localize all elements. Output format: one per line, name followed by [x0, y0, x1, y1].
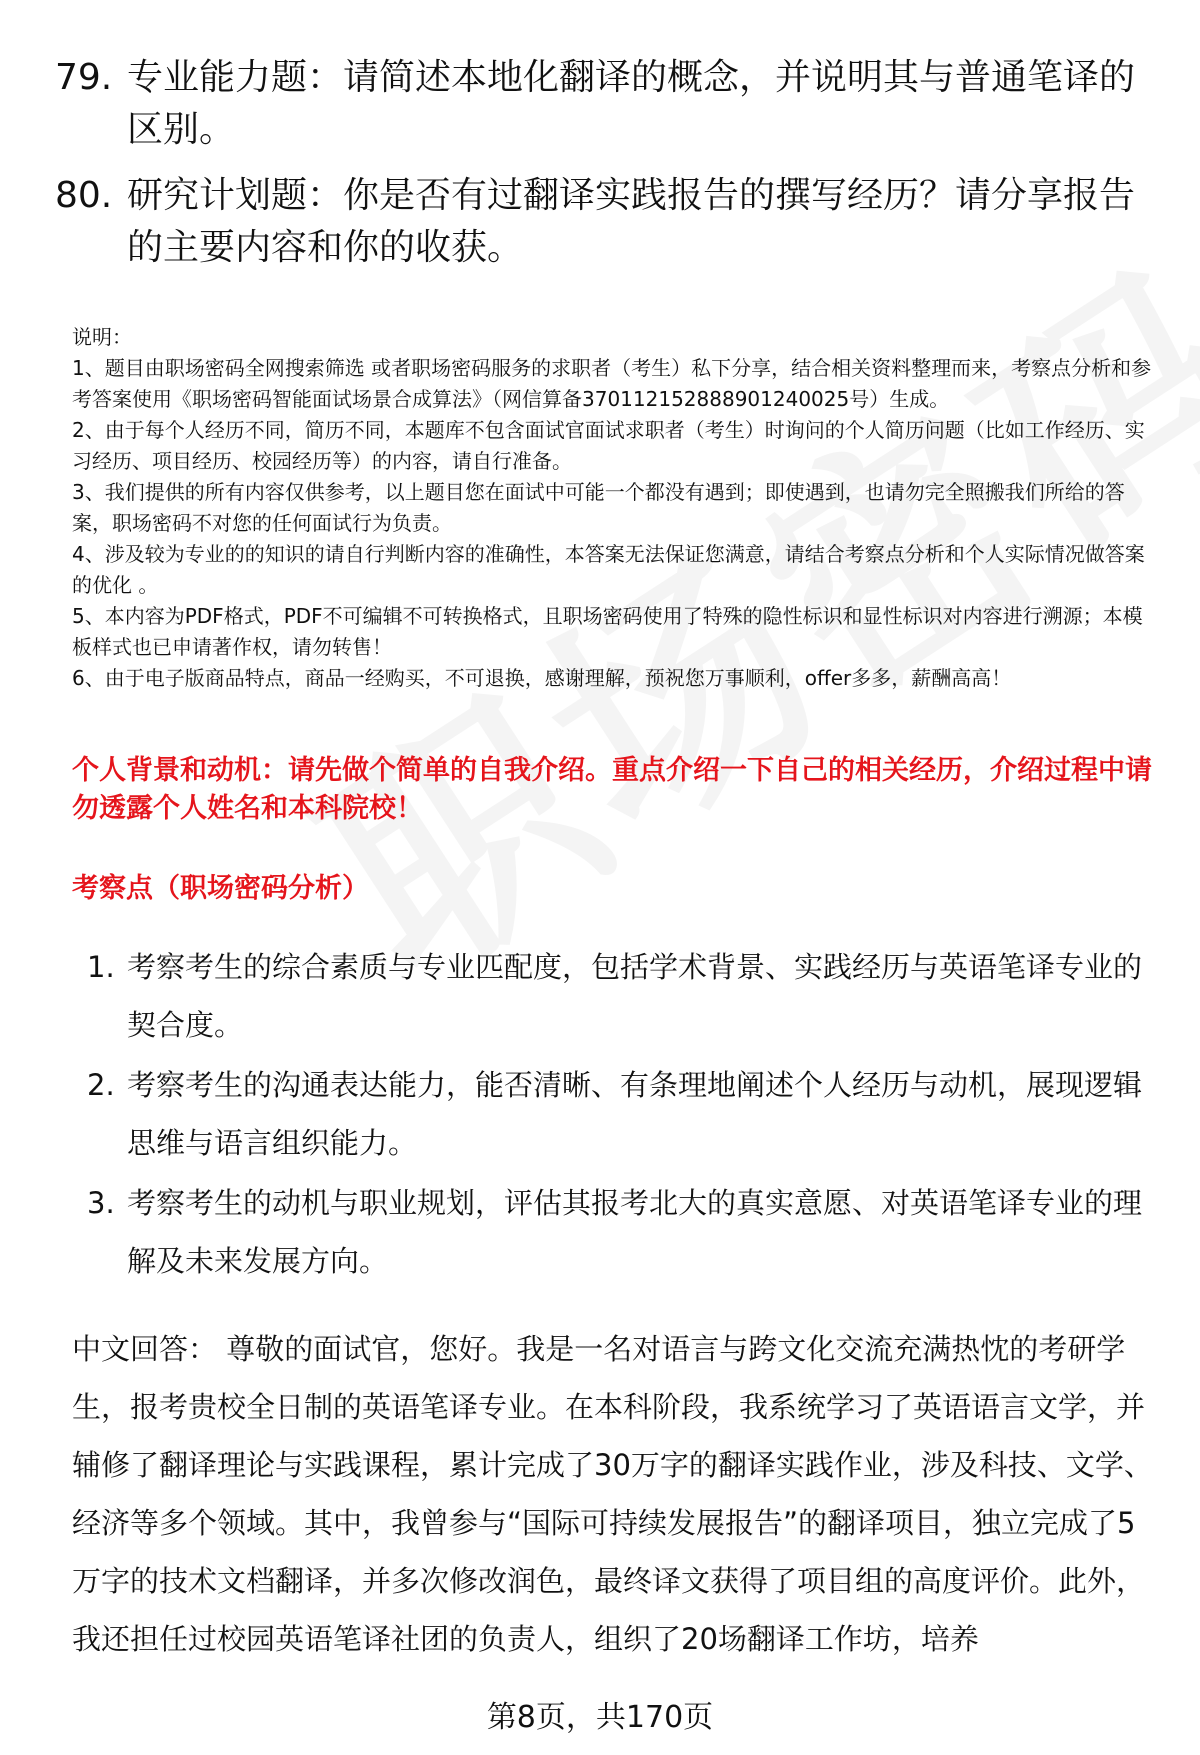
main-question: 个人背景和动机：请先做个简单的自我介绍。重点介绍一下自己的相关经历，介绍过程中请勿透露个人姓名和本科院校！ [72, 755, 1152, 824]
note-item: 4、涉及较为专业的的知识的请自行判断内容的准确性，本答案无法保证您满意，请结合考察点分析和个人实际情况做答案的优化 。 [72, 542, 1145, 597]
answer-paragraph [72, 1320, 1157, 1668]
question-text: 研究计划题：你是否有过翻译实践报告的撰写经历？请分享报告的主要内容和你的收获。 [127, 175, 1136, 268]
question-80 [55, 170, 1135, 274]
answer-label: 中文回答： [72, 1332, 218, 1366]
analysis-item-text: 考察考生的动机与职业规划，评估其报考北大的真实意愿、对英语笔译专业的理解及未来发展方向。 [127, 1186, 1143, 1278]
page-number: 第8页，共170页 [486, 1700, 714, 1735]
analysis-item-number: 3. [87, 1186, 115, 1220]
analysis-item [72, 938, 1152, 1054]
question-text: 专业能力题：请简述本地化翻译的概念，并说明其与普通笔译的区别。 [127, 57, 1136, 150]
analysis-item-number: 1. [87, 950, 115, 984]
notes-section [72, 322, 1162, 694]
analysis-item-text: 考察考生的综合素质与专业匹配度，包括学术背景、实践经历与英语笔译专业的契合度。 [127, 950, 1143, 1042]
notes-title: 说明： [72, 325, 132, 349]
analysis-list [72, 938, 1152, 1292]
note-item: 2、由于每个人经历不同，简历不同，本题库不包含面试官面试求职者（考生）时询问的个人简历问题（比如工作经历、实习经历、项目经历、校园经历等）的内容，请自行准备。 [72, 418, 1145, 473]
analysis-heading: 考察点（职场密码分析） [72, 873, 369, 904]
question-number: 79. [55, 57, 113, 98]
analysis-item-number: 2. [87, 1068, 115, 1102]
analysis-item-text: 考察考生的沟通表达能力，能否清晰、有条理地阐述个人经历与动机，展现逻辑思维与语言组织能力。 [127, 1068, 1143, 1160]
note-item: 5、本内容为PDF格式，PDF不可编辑不可转换格式，且职场密码使用了特殊的隐性标识和显性标识对内容进行溯源；本模板样式也已申请著作权，请勿转售！ [72, 604, 1143, 659]
answer-text: 尊敬的面试官，您好。我是一名对语言与跨文化交流充满热忱的考研学生，报考贵校全日制的英语笔译专业。在本科阶段，我系统学习了英语语言文学，并辅修了翻译理论与实践课程，累计完成了30万字的翻译实践作业，涉及科技、文学、经济等多个领域。其中，我曾参与“国际可持续发展报告”的翻译项目，独立完成了5万字的技术文档翻译，并多次修改润色，最终译文获得了项目组的高度评价。此外，我还担任过校园英语笔译社团的负责人，组织了20场翻译工作坊，培养 [72, 1332, 1153, 1656]
analysis-item [72, 1056, 1152, 1172]
question-79 [55, 52, 1135, 156]
question-number: 80. [55, 175, 113, 216]
note-item: 1、题目由职场密码全网搜索筛选 或者职场密码服务的求职者（考生）私下分享，结合相关资料整理而来，考察点分析和参考答案使用《职场密码智能面试场景合成算法》（网信算备370112152888901240025号）生成。 [72, 356, 1152, 411]
note-item: 6、由于电子版商品特点，商品一经购买，不可退换，感谢理解，预祝您万事顺利，offer多多，薪酬高高！ [72, 666, 1012, 690]
note-item: 3、我们提供的所有内容仅供参考，以上题目您在面试中可能一个都没有遇到；即使遇到，也请勿完全照搬我们所给的答案，职场密码不对您的任何面试行为负责。 [72, 480, 1125, 535]
analysis-item [72, 1174, 1152, 1290]
